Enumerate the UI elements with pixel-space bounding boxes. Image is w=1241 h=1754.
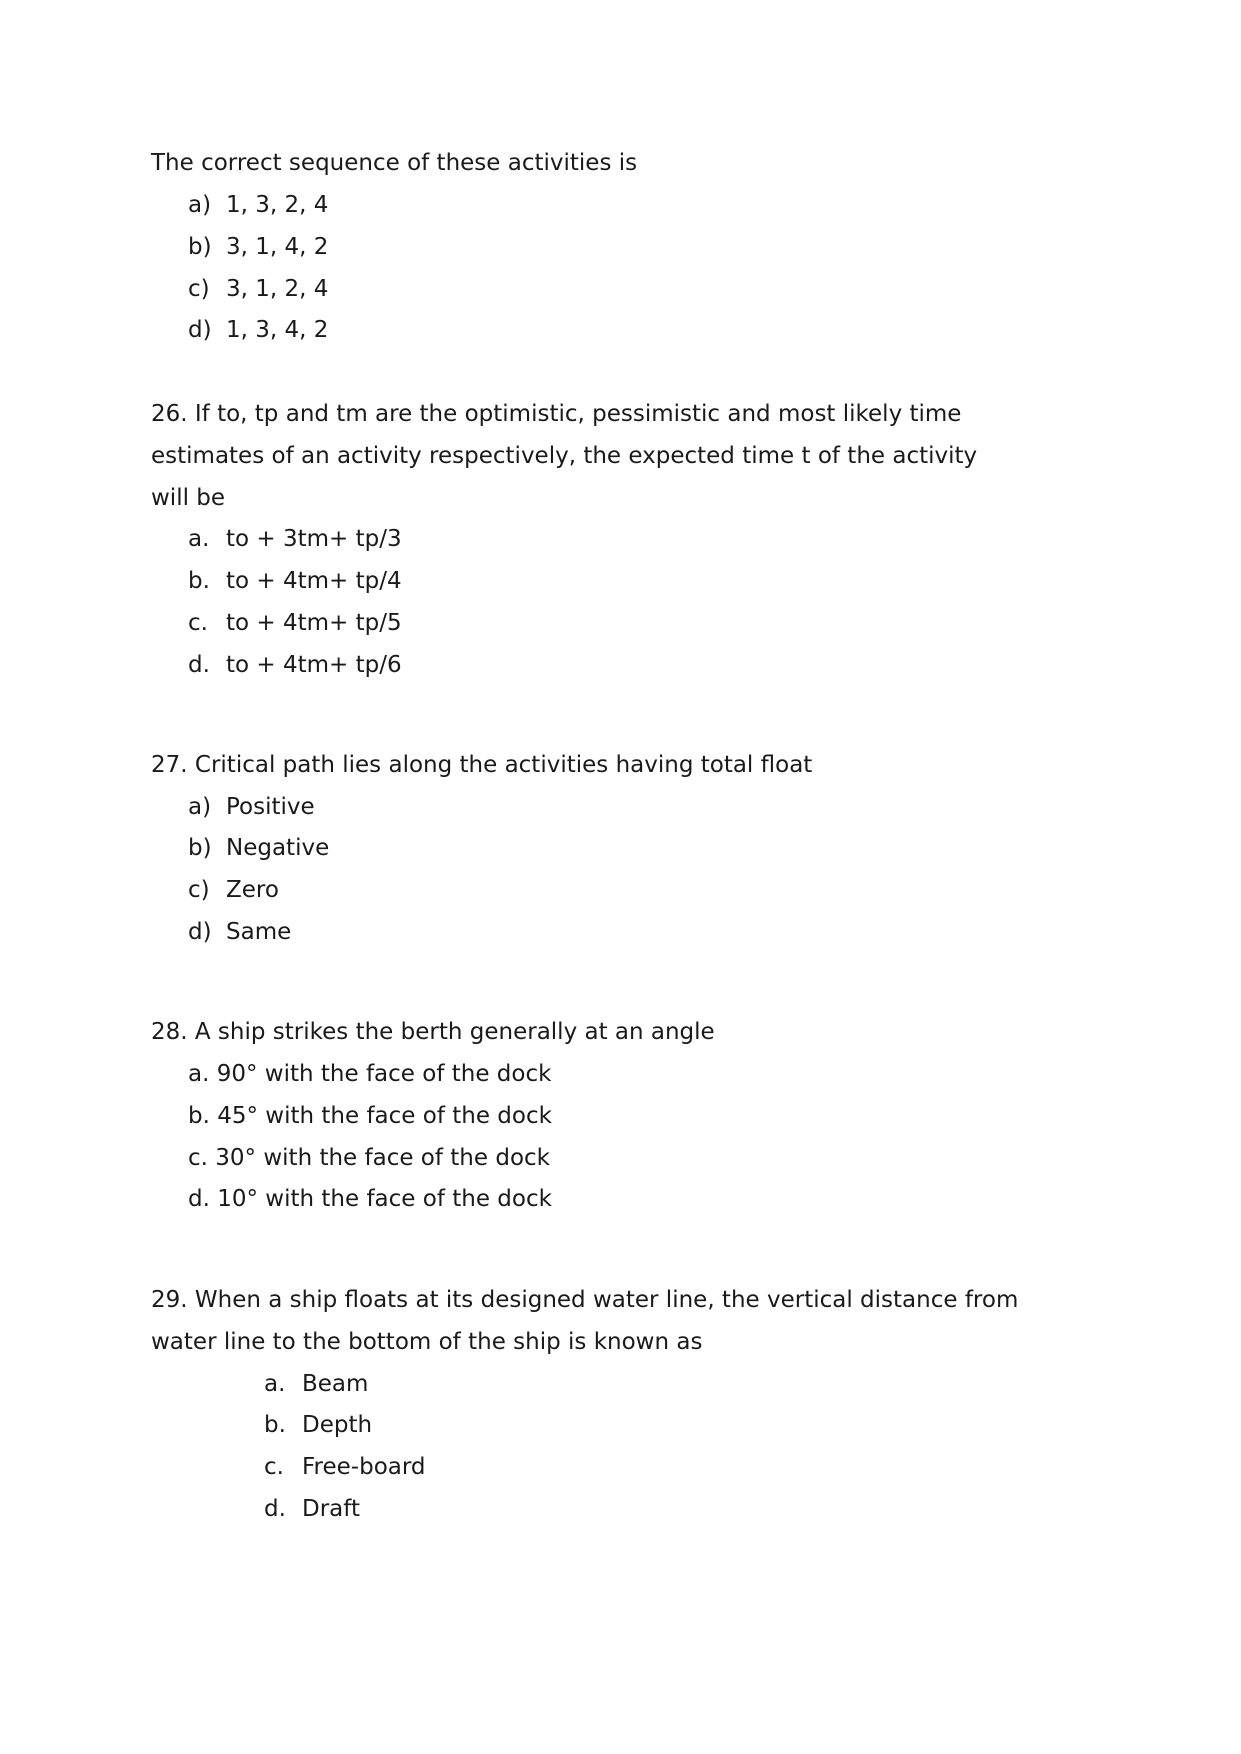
- option-marker: b): [188, 234, 212, 260]
- q29-option-d: [264, 1495, 360, 1523]
- q26-stem-line-2: estimates of an activity respectively, the expected time t of the activity: [151, 443, 978, 469]
- q27-option-d: [188, 918, 291, 946]
- q26-option-d: [188, 651, 402, 679]
- option-text: Free-board: [302, 1454, 426, 1480]
- option-marker: b.: [264, 1412, 286, 1438]
- q26-option-c: [188, 609, 402, 637]
- option-text: Beam: [302, 1371, 369, 1397]
- q27-option-b: [188, 834, 329, 862]
- option-text: Zero: [226, 877, 279, 903]
- option-text: Same: [226, 919, 292, 945]
- q28-option-d: d. 10° with the face of the dock: [188, 1186, 552, 1212]
- option-text: Draft: [302, 1496, 360, 1522]
- q26-stem-line-1: 26. If to, tp and tm are the optimistic, pessimistic and most likely time: [151, 401, 962, 427]
- option-marker: a.: [264, 1371, 286, 1397]
- option-text: Negative: [226, 835, 330, 861]
- option-marker: c): [188, 877, 210, 903]
- q29-option-b: [264, 1411, 372, 1439]
- q28-option-a: a. 90° with the face of the dock: [188, 1061, 552, 1087]
- q28-option-c: c. 30° with the face of the dock: [188, 1145, 550, 1171]
- q25-option-b: [188, 233, 328, 261]
- option-text: to + 3tm+ tp/3: [226, 526, 402, 552]
- q25-option-d: [188, 316, 328, 344]
- option-marker: d.: [188, 652, 210, 678]
- option-marker: b): [188, 835, 212, 861]
- option-marker: a): [188, 794, 212, 820]
- option-marker: d): [188, 317, 212, 343]
- option-text: to + 4tm+ tp/6: [226, 652, 402, 678]
- q27-option-c: [188, 876, 279, 904]
- option-text: 3, 1, 2, 4: [226, 276, 329, 302]
- option-text: to + 4tm+ tp/5: [226, 610, 402, 636]
- option-text: 1, 3, 4, 2: [226, 317, 329, 343]
- option-marker: d): [188, 919, 212, 945]
- q27-option-a: [188, 793, 315, 821]
- q28-stem: 28. A ship strikes the berth generally at an angle: [151, 1019, 715, 1045]
- q26-stem-line-3: will be: [151, 485, 226, 511]
- q25-stem: The correct sequence of these activities is: [151, 150, 638, 176]
- q29-option-a: [264, 1370, 368, 1398]
- option-text: to + 4tm+ tp/4: [226, 568, 402, 594]
- q26-option-b: [188, 567, 402, 595]
- q25-option-a: [188, 191, 328, 219]
- option-marker: d.: [264, 1496, 286, 1522]
- q25-option-c: [188, 275, 328, 303]
- option-marker: c.: [264, 1454, 284, 1480]
- q27-stem: 27. Critical path lies along the activities having total float: [151, 752, 813, 778]
- option-text: 3, 1, 4, 2: [226, 234, 329, 260]
- q28-option-b: b. 45° with the face of the dock: [188, 1103, 552, 1129]
- option-text: Positive: [226, 794, 315, 820]
- option-text: Depth: [302, 1412, 373, 1438]
- option-marker: c): [188, 276, 210, 302]
- q26-option-a: [188, 525, 402, 553]
- q29-stem-line-1: 29. When a ship floats at its designed water line, the vertical distance from: [151, 1287, 1019, 1313]
- option-text: 1, 3, 2, 4: [226, 192, 329, 218]
- option-marker: c.: [188, 610, 208, 636]
- option-marker: a.: [188, 526, 210, 552]
- option-marker: a): [188, 192, 212, 218]
- q29-option-c: [264, 1453, 426, 1481]
- option-marker: b.: [188, 568, 210, 594]
- q29-stem-line-2: water line to the bottom of the ship is known as: [151, 1329, 703, 1355]
